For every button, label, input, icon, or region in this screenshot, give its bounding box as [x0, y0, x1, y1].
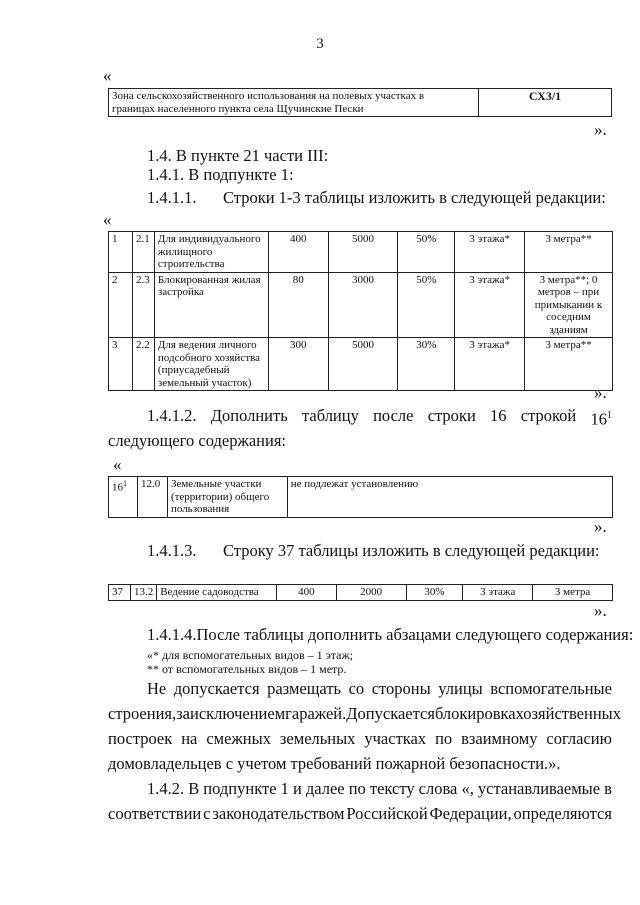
word: Российской [346, 804, 428, 823]
word: построек [108, 729, 173, 748]
close-quote: ». [594, 383, 607, 402]
open-quote: « [113, 455, 122, 474]
word: за [176, 704, 190, 723]
word: хозяйственных [515, 704, 621, 723]
word: устанавливаемые [477, 779, 601, 798]
word: и [292, 779, 302, 798]
paragraph-rule-line3 [108, 728, 612, 750]
table-row [109, 585, 613, 601]
table-row [109, 232, 613, 273]
regulations-table [108, 231, 613, 391]
word: гаражей. [285, 704, 347, 723]
number-base: 16 [112, 481, 123, 494]
word: с [203, 804, 211, 823]
paragraph-1-4: 1.4. В пункте 21 части III: [147, 146, 329, 165]
word: строения, [108, 704, 177, 723]
paragraph-1-4-2-line1 [147, 778, 612, 800]
close-quote: ». [594, 120, 607, 139]
row-indent: 3 метра [533, 585, 613, 601]
row-code: 2.2 [132, 338, 154, 391]
row-name: Земельные участки (территории) общего пользования [167, 477, 287, 518]
row-percent: 50% [398, 232, 455, 273]
word: на [181, 729, 198, 748]
row-name: Ведение садоводства [157, 585, 277, 601]
row-indent: 3 метра** [525, 338, 613, 391]
footnote-2: ** от вспомогательных видов – 1 метр. [147, 662, 347, 676]
word: по [435, 729, 453, 748]
row-min-area: 400 [268, 232, 328, 273]
paragraph-1-4-1-2-line1 [147, 405, 612, 431]
row-indent: 3 метра**; 0 метров – при примыкании к соседним зданиям [525, 272, 613, 338]
word: блокировка [434, 704, 516, 723]
number-superscript: 1 [123, 479, 127, 488]
paragraph-1-4-2-line2 [108, 803, 612, 825]
word: стороны [371, 679, 431, 698]
paragraph-rule-line4: домовладельцев с учетом требований пожарной безопасности.». [108, 754, 561, 773]
close-quote: ». [594, 517, 607, 536]
word: Допускается [346, 704, 435, 723]
gardening-table [108, 584, 613, 601]
paragraph-1-4-1-2-line2: следующего содержания: [108, 431, 287, 450]
row-name: Для индивидуального жилищного строительства [154, 232, 268, 273]
number-base: 16 [590, 409, 607, 429]
word: улицы [438, 679, 483, 698]
paragraph-1-4-1-4: 1.4.1.4.После таблицы дополнить абзацами следующего содержания: [147, 625, 634, 644]
word: вспомогательные [490, 679, 612, 698]
word: согласию [546, 729, 612, 748]
word: тексту [369, 779, 415, 798]
row-value: не подлежат установлению [287, 477, 612, 518]
word: таблицу [301, 406, 359, 425]
paragraph-rule-line2 [108, 703, 621, 725]
close-quote: ». [594, 601, 607, 620]
word: подпункте [203, 779, 277, 798]
row-number: 1 [109, 232, 133, 273]
zone-code: СХ3/1 [479, 89, 612, 117]
row-max-area: 5000 [328, 232, 398, 273]
word: допускается [173, 679, 260, 698]
word: 1.4.1.2. [147, 406, 197, 425]
row-floors: 3 этажа* [455, 338, 525, 391]
paragraph-1-4-1-3-text: Строку 37 таблицы изложить в следующей редакции: [223, 541, 600, 560]
word: «, [461, 779, 474, 798]
row-percent: 50% [398, 272, 455, 338]
word: участках [364, 729, 427, 748]
paragraph-1-4-1-1-text: Строки 1-3 таблицы изложить в следующей редакции: [223, 188, 606, 207]
word: строкой [520, 406, 577, 425]
word: Федерации, [429, 804, 512, 823]
row-code: 12.0 [137, 477, 167, 518]
word: далее [305, 779, 345, 798]
word: Дополнить [210, 406, 288, 425]
row-indent: 3 метра** [525, 232, 613, 273]
row-name: Блокированная жилая застройка [154, 272, 268, 338]
paragraph-1-4-1-3-number: 1.4.1.3. [147, 541, 197, 560]
page-number: 3 [316, 36, 324, 52]
zone-name-line2: границах населенного пункта села Щучинские Пески [112, 102, 364, 115]
table-row [109, 272, 613, 338]
row-max-area: 3000 [328, 272, 398, 338]
word: земельных [279, 729, 356, 748]
table-row [109, 477, 613, 518]
row-number: 2 [109, 272, 133, 338]
row-floors: 3 этажа [463, 585, 533, 601]
row-percent: 30% [406, 585, 463, 601]
zone-name-cell [109, 89, 479, 117]
public-land-table [108, 476, 613, 518]
footnote-1: «* для вспомогательных видов – 1 этаж; [147, 648, 354, 662]
paragraph-rule-line1 [147, 678, 612, 700]
number-superscript: 1 [606, 410, 612, 421]
word: 1.4.2. [147, 779, 185, 798]
row-floors: 3 этажа* [455, 232, 525, 273]
row-max-area: 5000 [328, 338, 398, 391]
word: со [348, 679, 365, 698]
row-code: 2.1 [132, 232, 154, 273]
word: смежных [206, 729, 271, 748]
word: взаимному [461, 729, 538, 748]
row-number [109, 477, 138, 518]
paragraph-1-4-1-1-number: 1.4.1.1. [147, 188, 197, 207]
word: по [348, 779, 366, 798]
word: слова [418, 779, 458, 798]
row-code: 13.2 [130, 585, 156, 601]
paragraph-1-4-1: 1.4.1. В подпункте 1: [147, 165, 294, 184]
word: Не [147, 679, 167, 698]
open-quote: « [103, 210, 112, 229]
open-quote: « [103, 66, 112, 85]
table-row [109, 338, 613, 391]
word: после [373, 406, 414, 425]
word: строки [427, 406, 476, 425]
word: законодательством [212, 804, 345, 823]
row-number-with-superscript [590, 405, 612, 431]
zone-name-line1: Зона сельскохозяйственного использования на полевых участках в [112, 90, 425, 102]
row-min-area: 300 [268, 338, 328, 391]
word: соответствии [108, 804, 202, 823]
word: исключением [189, 704, 286, 723]
row-number: 37 [109, 585, 131, 601]
row-min-area: 400 [276, 585, 336, 601]
word: в [604, 779, 612, 798]
word: определяются [513, 804, 612, 823]
row-max-area: 2000 [336, 585, 406, 601]
word: 16 [490, 406, 507, 425]
word: размещать [267, 679, 342, 698]
row-name: Для ведения личного подсобного хозяйства (приусадебный земельный участок) [154, 338, 268, 391]
row-percent: 30% [398, 338, 455, 391]
row-floors: 3 этажа* [455, 272, 525, 338]
row-code: 2.3 [132, 272, 154, 338]
row-number: 3 [109, 338, 133, 391]
word: 1 [280, 779, 289, 798]
zone-table [108, 88, 612, 117]
row-min-area: 80 [268, 272, 328, 338]
word: В [188, 779, 200, 798]
